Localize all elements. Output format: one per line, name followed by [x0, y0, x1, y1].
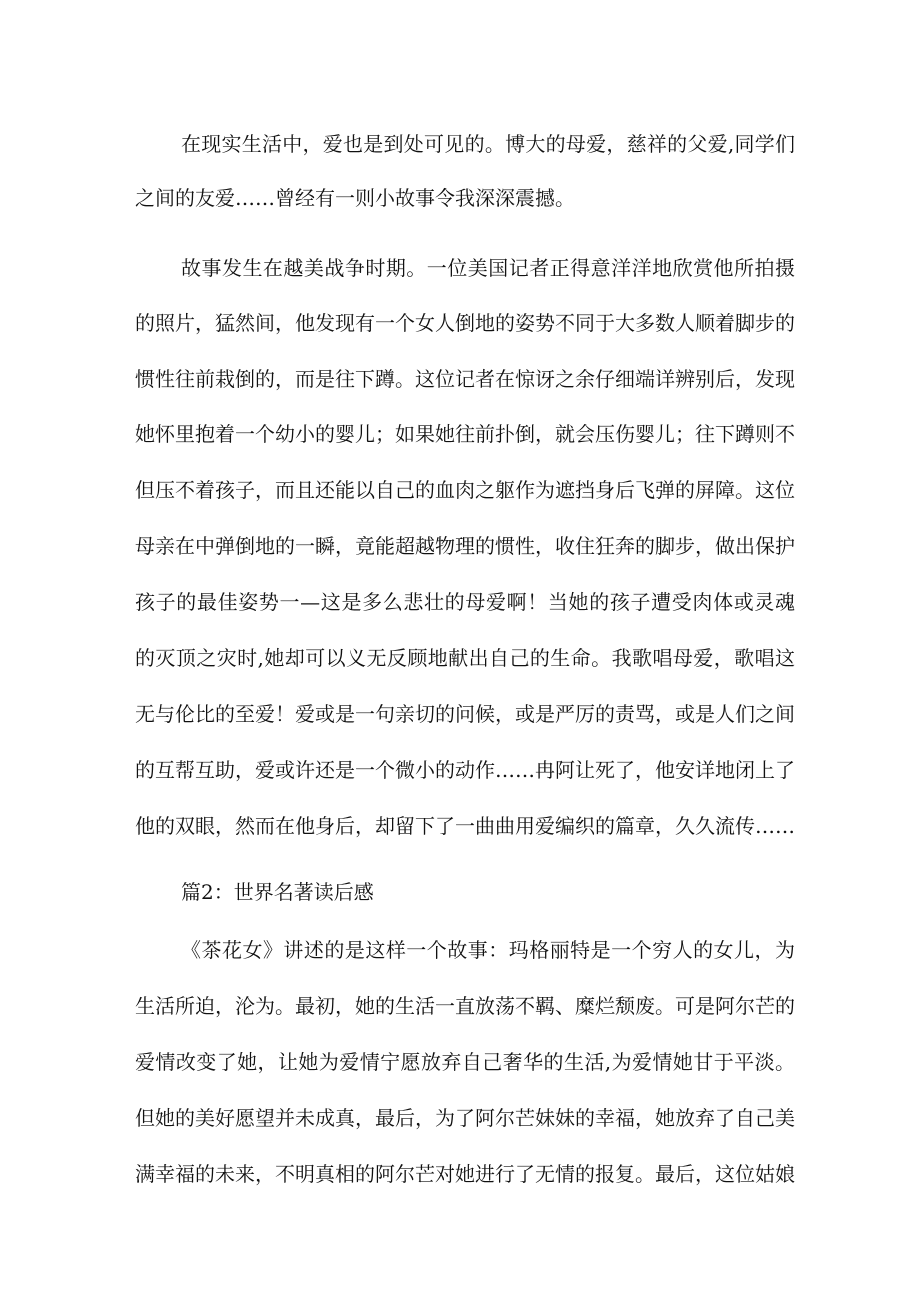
paragraph-3-line-4: 但她的美好愿望并未成真，最后，为了阿尔芒妹妹的幸福，她放弃了自己美 — [135, 1106, 795, 1130]
paragraph-3-line-3: 爱情改变了她，让她为爱情宁愿放弃自己奢华的生活,为爱情她甘于平淡。 — [135, 1050, 795, 1074]
paragraph-2-line-4: 她怀里抱着一个幼小的婴儿；如果她往前扑倒，就会压伤婴儿；往下蹲则不 — [135, 422, 795, 446]
paragraph-2-line-8: 的灭顶之灾时,她却可以义无反顾地献出自己的生命。我歌唱母爱，歌唱这 — [135, 646, 795, 670]
paragraph-2-line-1: 故事发生在越美战争时期。一位美国记者正得意洋洋地欣赏他所拍摄 — [181, 256, 795, 280]
paragraph-2-line-2: 的照片，猛然间，他发现有一个女人倒地的姿势不同于大多数人顺着脚步的 — [135, 311, 795, 335]
paragraph-2-line-7: 孩子的最佳姿势一—这是多么悲壮的母爱啊！当她的孩子遭受肉体或灵魂 — [135, 590, 795, 614]
paragraph-2-line-9: 无与伦比的至爱！爱或是一句亲切的问候，或是严厉的责骂，或是人们之间 — [135, 702, 795, 726]
paragraph-3-line-1: 《茶花女》讲述的是这样一个故事：玛格丽特是一个穷人的女儿，为 — [181, 938, 795, 962]
paragraph-3-line-2: 生活所迫，沦为。最初，她的生活一直放荡不羁、糜烂颓废。可是阿尔芒的 — [135, 994, 795, 1018]
paragraph-1-line-2: 之间的友爱……曾经有一则小故事令我深深震撼。 — [135, 186, 575, 210]
paragraph-2-line-11: 他的双眼，然而在他身后，却留下了一曲曲用爱编织的篇章，久久流传…… — [135, 814, 795, 838]
paragraph-2-line-3: 惯性往前栽倒的，而是往下蹲。这位记者在惊讶之余仔细端详辨别后，发现 — [135, 367, 795, 391]
paragraph-2-line-10: 的互帮互助，爱或许还是一个微小的动作……冉阿让死了，他安详地闭上了 — [135, 758, 795, 782]
section-heading: 篇2：世界名著读后感 — [181, 880, 374, 904]
paragraph-1-line-1: 在现实生活中，爱也是到处可见的。博大的母爱，慈祥的父爱,同学们 — [181, 132, 795, 156]
paragraph-2-line-6: 母亲在中弹倒地的一瞬，竟能超越物理的惯性，收住狂奔的脚步，做出保护 — [135, 534, 795, 558]
paragraph-2-line-5: 但压不着孩子，而且还能以自己的血肉之躯作为遮挡身后飞弹的屏障。这位 — [135, 478, 795, 502]
paragraph-3-line-5: 满幸福的未来，不明真相的阿尔芒对她进行了无情的报复。最后，这位姑娘 — [135, 1162, 795, 1186]
